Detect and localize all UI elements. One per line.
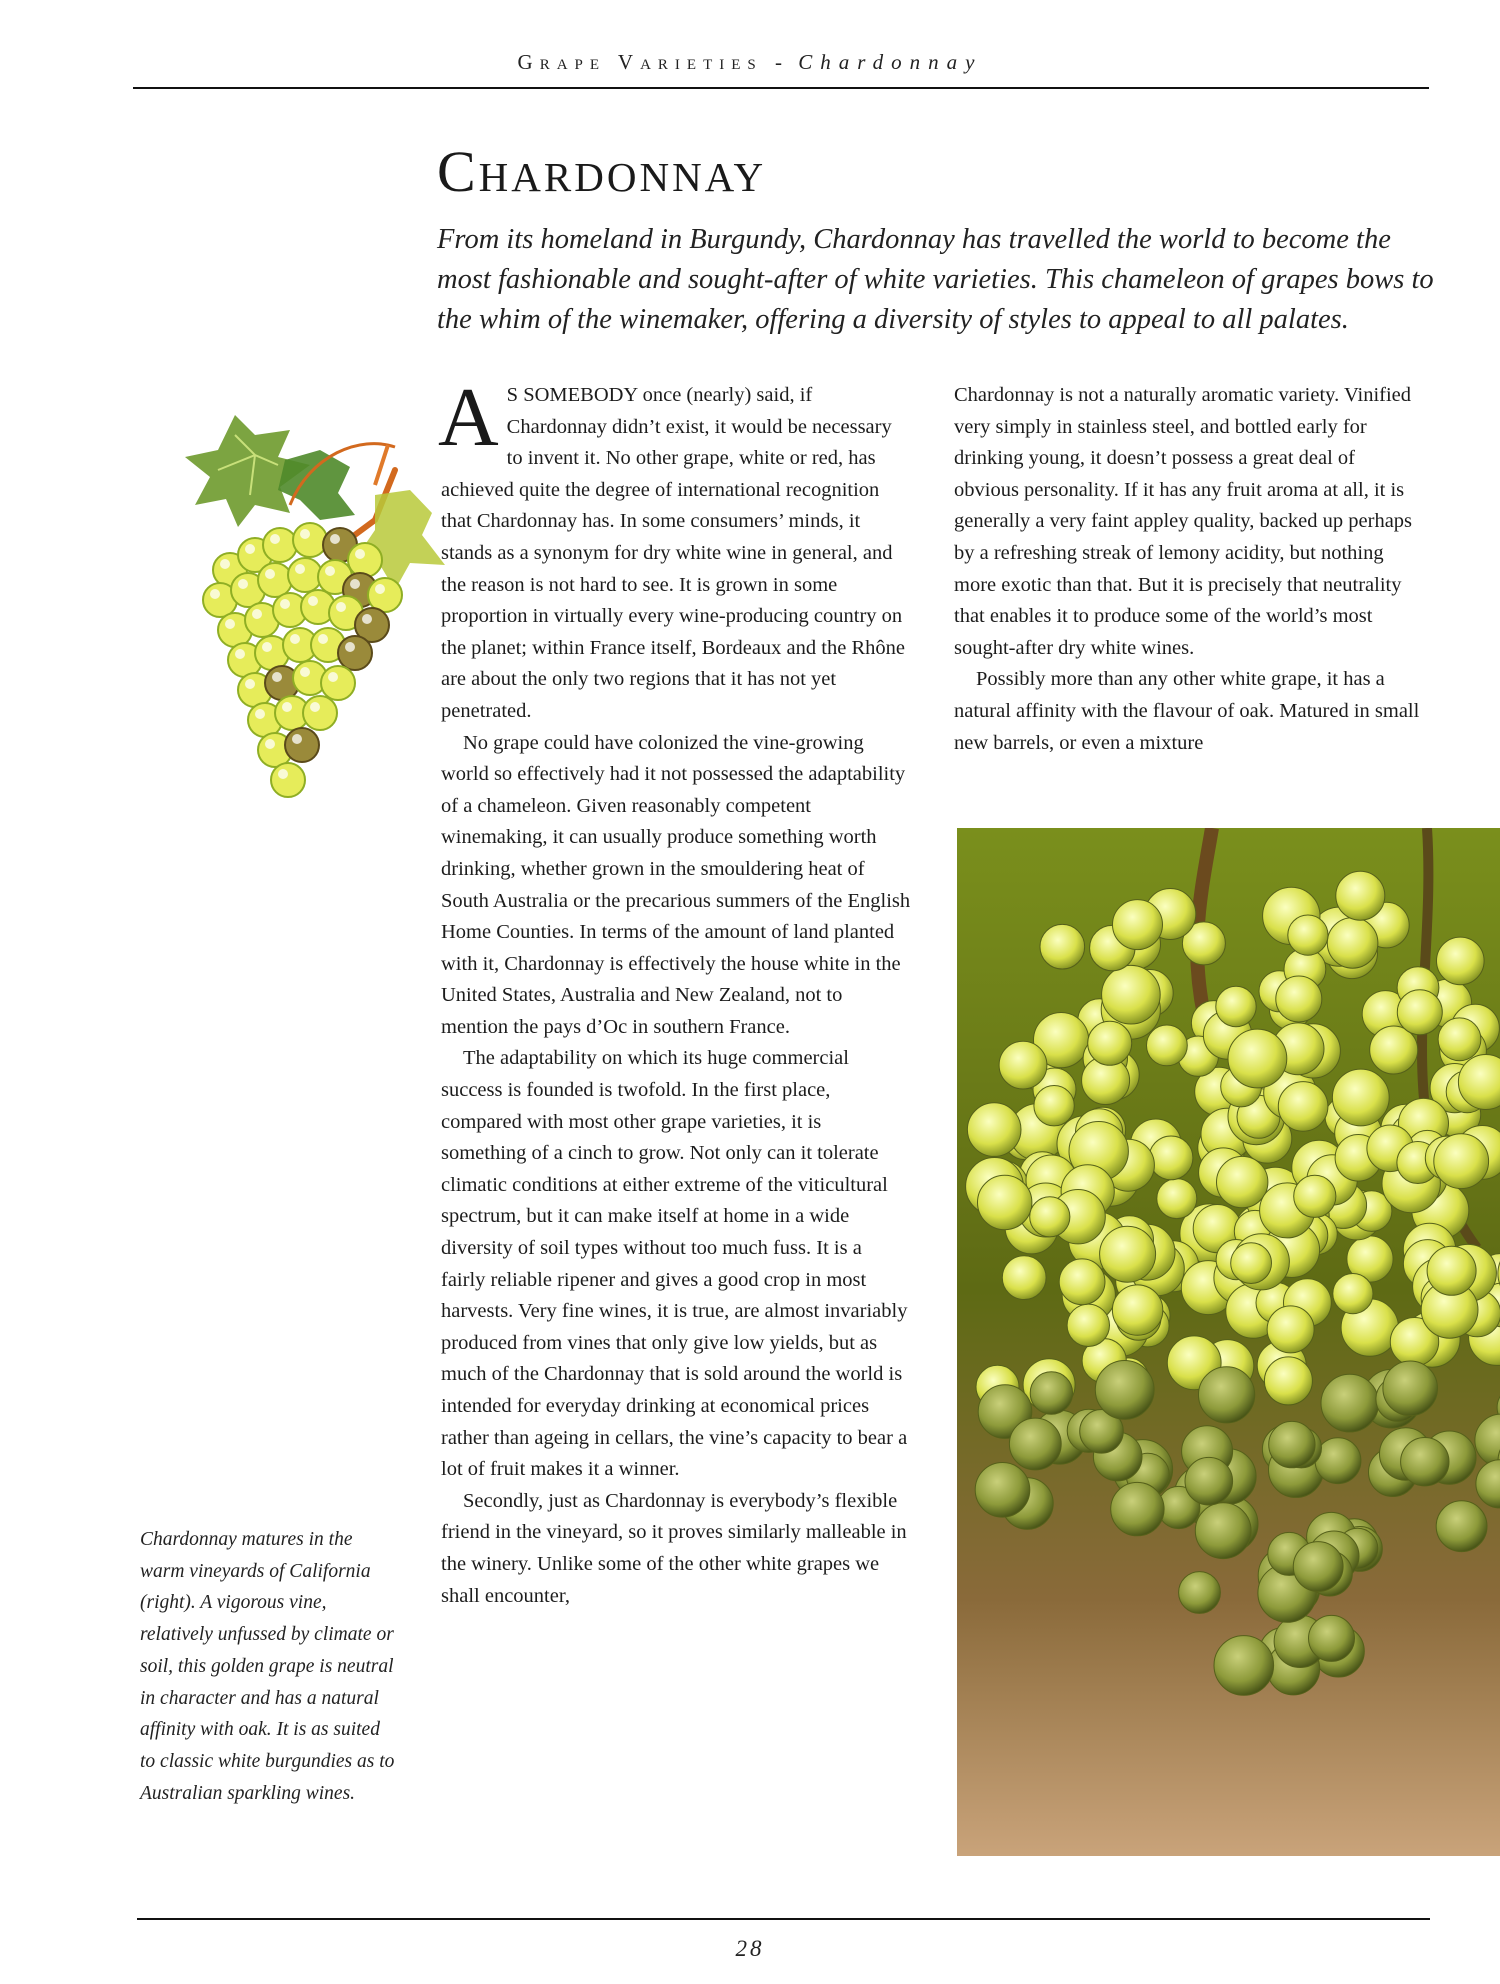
photo-grape-berry	[1113, 900, 1163, 950]
photo-grape-berry	[1397, 990, 1442, 1035]
grape-berry-highlight	[280, 599, 290, 609]
photo-grape-berry	[1102, 965, 1161, 1024]
grape-berry-highlight	[300, 667, 310, 677]
grape-berry	[338, 636, 372, 670]
grape-berry-highlight	[235, 649, 245, 659]
grape-berry	[285, 728, 319, 762]
photo-grape-berry	[1231, 1243, 1272, 1284]
running-head-section: Grape Varieties	[517, 50, 763, 74]
grape-berry	[271, 763, 305, 797]
grape-berry	[258, 563, 292, 597]
photo-grape-berry	[1427, 1246, 1476, 1295]
photo-grape-berry	[1059, 1259, 1105, 1305]
grape-berry-highlight	[308, 596, 318, 606]
grape-berry-highlight	[278, 769, 288, 779]
vineyard-grapes-photo	[957, 828, 1500, 1856]
photo-grape-berry	[1199, 1367, 1255, 1423]
grape-berry-highlight	[265, 569, 275, 579]
footer-rule	[137, 1918, 1430, 1920]
photo-grape-berry	[978, 1175, 1032, 1229]
photo-grape-berry	[1438, 1018, 1481, 1061]
grape-berry-highlight	[252, 609, 262, 619]
photo-grape-berry	[975, 1463, 1030, 1518]
photo-grape-berry	[999, 1041, 1047, 1089]
grape-berries	[203, 523, 402, 797]
grape-berry	[288, 558, 322, 592]
page-number: 28	[735, 1936, 765, 1961]
grape-berry-highlight	[245, 679, 255, 689]
grape-berry-highlight	[295, 564, 305, 574]
photo-grape-berry	[1309, 1615, 1355, 1661]
grape-berry-highlight	[245, 544, 255, 554]
grape-berry-highlight	[225, 619, 235, 629]
photo-grape-berry	[1216, 986, 1256, 1026]
grape-berry-highlight	[318, 634, 328, 644]
grape-berry-highlight	[350, 579, 360, 589]
photo-caption: Chardonnay matures in the warm vineyards of California (right). A vigorous vine, relatively unfussed by climate or soil, this golden grape is neutral in character and has a natural affinity with oak. It is as suited to classic white burgundies as to Australian sparkling wines.	[140, 1529, 395, 1804]
grape-berry-highlight	[220, 559, 230, 569]
photo-grape-berry	[1401, 1438, 1449, 1486]
grape-berry-highlight	[272, 672, 282, 682]
grape-berry-highlight	[330, 534, 340, 544]
photo-grape-berry	[1088, 1021, 1132, 1065]
drop-cap: A	[438, 371, 499, 464]
body-column-left	[438, 371, 911, 1612]
grape-berry-highlight	[255, 709, 265, 719]
page-title: Chardonnay	[437, 139, 767, 204]
photo-grape-berry	[1436, 1501, 1487, 1552]
photo-grape-berry	[1100, 1226, 1156, 1282]
photo-grape-berry	[1294, 1175, 1336, 1217]
photo-grape-berry	[1267, 1306, 1314, 1353]
grape-berry	[321, 666, 355, 700]
photo-grape-berry	[1336, 871, 1385, 920]
grape-berry-highlight	[345, 642, 355, 652]
photo-grape-berry	[1278, 1082, 1328, 1132]
grape-berry-highlight	[282, 702, 292, 712]
photo-grape-berry	[967, 1103, 1021, 1157]
photo-grape-berry	[1095, 1361, 1154, 1420]
photo-grape-berry	[1434, 1134, 1489, 1189]
body-column-right	[954, 380, 1424, 759]
photo-grape-berry	[1185, 1457, 1233, 1505]
photo-grape-berry	[1214, 1636, 1274, 1696]
photo-grape-berry	[1437, 937, 1485, 985]
photo-grape-berry	[1276, 976, 1322, 1022]
body-paragraph-3: The adaptability on which its huge commercial success is founded is twofold. In the first place, compared with most other grape varieties, it is something of a cinch to grow. Not only can it tolerate climatic conditions at either extreme of the viticultural spectrum, but it can make itself at home in a wide diversity of soil types without too much fuss. It is a fairly reliable ripener and gives a good crop in most harvests. Very fine wines, it is true, are almost invariably produced from vines that only give low yields, but as much of the Chardonnay that is sold around the world is intended for everyday drinking at economical prices rather than ageing in cellars, the vine’s capacity to bear a lot of fruit makes it a winner.	[441, 1047, 908, 1481]
photo-grape-berry	[1157, 1179, 1197, 1219]
photo-grape-berry	[1030, 1197, 1070, 1237]
photo-grape-berry	[1111, 1482, 1164, 1535]
grape-berry-highlight	[375, 584, 385, 594]
body-paragraph-2: No grape could have colonized the vine-growing world so effectively had it not possessed the adaptability of a chameleon. Given reasonably competent winemaking, it can usually produce something worth drinking, whether grown in the smouldering heat of South Australia or the precarious summers of the English Home Counties. In terms of the amount of land planted with it, Chardonnay is effectively the house white in the United States, Australia and New Zealand, not to mention the pays d’Oc in southern France.	[441, 731, 911, 1038]
photo-grape-berry	[1195, 1503, 1251, 1559]
standfirst: From its homeland in Burgundy, Chardonnay has travelled the world to become the most fashionable and sought-after of white varieties. This chameleon of grapes bows to the whim of the winemaker, offering a diversity of styles to appeal to all palates.	[437, 224, 1434, 335]
photo-grape-berry	[1315, 1438, 1361, 1484]
grape-berry-highlight	[292, 734, 302, 744]
photo-grape-berry	[1067, 1304, 1109, 1346]
grape-berry-highlight	[270, 534, 280, 544]
body-paragraph-1-text: S SOMEBODY once (nearly) said, if Chardonnay didn’t exist, it would be necessary to invent it. No other grape, white or red, has achieved quite the degree of international recognition that Chardonnay has. In some consumers’ minds, it stands as a synonym for dry white wine in general, and the reason is not hard to see. It is grown in some proportion in virtually every wine-producing country on the planet; within France itself, Bordeaux and the Rhône are about the only two regions that it has not yet penetrated.	[441, 384, 905, 722]
photo-grape-berry	[1332, 1069, 1389, 1126]
grape-berry-highlight	[362, 614, 372, 624]
body-paragraph-4: Secondly, just as Chardonnay is everybody’s flexible friend in the vineyard, so it proves similarly malleable in the winery. Unlike some of the other white grapes we shall encounter,	[441, 1489, 907, 1607]
photo-grape-berry	[1293, 1542, 1343, 1592]
photo-grape-berry	[1040, 924, 1085, 969]
photo-grape-berry	[1264, 1357, 1312, 1405]
header-rule	[133, 87, 1429, 89]
photo-grape-berry	[1228, 1029, 1287, 1088]
photo-grape-berry	[1009, 1418, 1061, 1470]
grape-berry	[368, 578, 402, 612]
photo-grape-berry	[1217, 1156, 1268, 1207]
grape-berry-highlight	[210, 589, 220, 599]
running-head	[0, 50, 1500, 75]
grape-berry-highlight	[310, 702, 320, 712]
grape-berry-highlight	[262, 642, 272, 652]
photo-grape-berry	[1333, 1274, 1373, 1314]
body-paragraph-1	[438, 371, 911, 728]
grape-berry-highlight	[336, 602, 346, 612]
grape-berry	[348, 543, 382, 577]
body-paragraph-6: Possibly more than any other white grape, it has a natural affinity with the flavour of oak. Matured in small new barrels, or even a mixture	[954, 668, 1420, 754]
grape-berry-highlight	[355, 549, 365, 559]
photo-grape-berry	[1149, 1136, 1193, 1180]
running-head-separator: -	[774, 50, 786, 74]
photo-grape-berry	[1327, 918, 1378, 969]
grape-berry	[293, 523, 327, 557]
photo-grape-berry	[1034, 1086, 1074, 1126]
grape-berry-highlight	[300, 529, 310, 539]
running-head-subject: Chardonnay	[798, 50, 983, 74]
grape-leaf-middle	[278, 450, 355, 520]
grape-berry-highlight	[290, 634, 300, 644]
photo-grape-berry	[1002, 1256, 1046, 1300]
photo-grape-berry	[1383, 1361, 1438, 1416]
photo-grape-berry	[1147, 1025, 1188, 1066]
grape-berry-highlight	[265, 739, 275, 749]
photo-grape-berry	[1112, 1285, 1162, 1335]
photo-grape-berry	[1321, 1374, 1379, 1432]
photo-grape-berry	[1030, 1372, 1072, 1414]
grape-berry	[263, 528, 297, 562]
photo-grape-berry	[1269, 1421, 1315, 1467]
grape-berry-highlight	[325, 566, 335, 576]
photo-grape-berry	[1288, 915, 1328, 955]
grape-berry	[303, 696, 337, 730]
grape-berry-highlight	[238, 579, 248, 589]
body-paragraph-5: Chardonnay is not a naturally aromatic variety. Vinified very simply in stainless steel, and bottled early for drinking young, it doesn’t possess a great deal of obvious personality. If it has any fruit aroma at all, it is generally a very faint appley quality, backed up perhaps by a refreshing streak of lemony acidity, but nothing more exotic than that. But it is precisely that neutrality that enables it to produce some of the world’s most sought-after dry white wines.	[954, 384, 1413, 659]
grape-berry-highlight	[328, 672, 338, 682]
photo-grape-berry	[1179, 1572, 1221, 1614]
